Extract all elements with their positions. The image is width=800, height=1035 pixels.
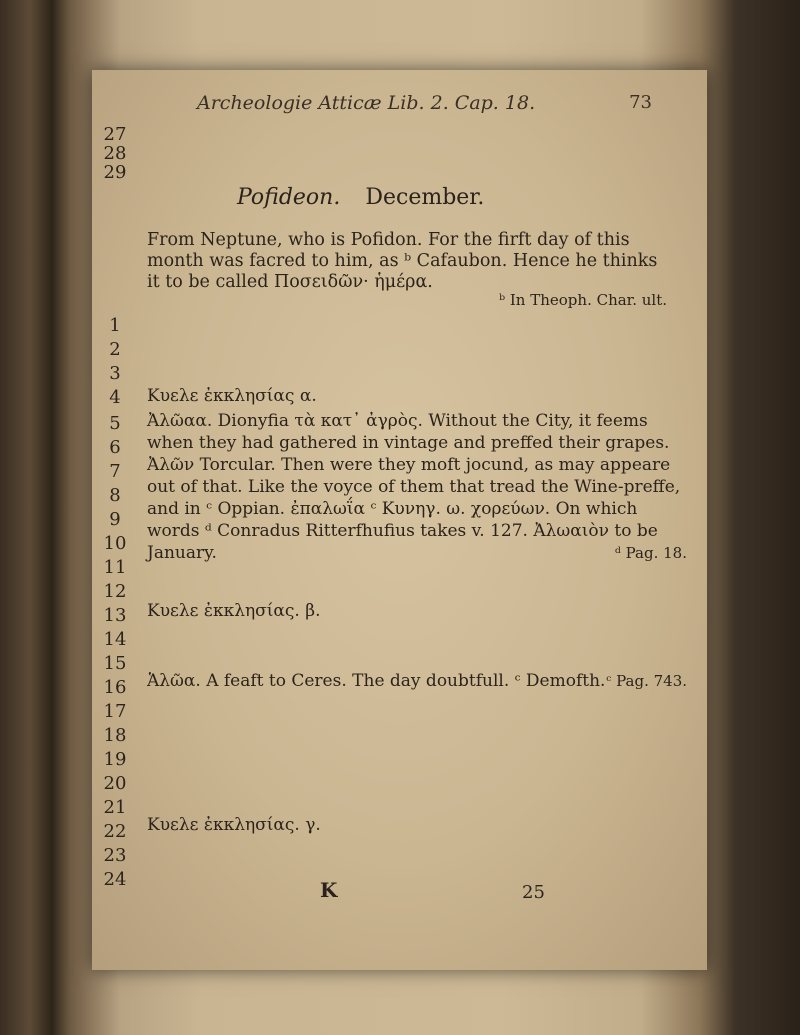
day-number: 16 [103,677,127,698]
day-number: 8 [109,485,121,506]
day-number: 15 [103,653,127,674]
entry-text: Ἁλῶα. A feaft to Ceres. The day doubtfull. ᶜ Demofth. [147,671,606,691]
day-number: 23 [103,845,127,866]
day-number: 12 [103,581,127,602]
day-number: 4 [109,387,121,408]
entry-text: Κυελε ἐκκλησίας α. [147,386,317,406]
day-number: 2 [109,339,121,360]
day-number: 7 [109,461,121,482]
month-english-name: December. [365,185,485,210]
entry-text: Κυελε ἐκκλησίας. γ. [147,815,321,835]
day-number: 6 [109,437,121,458]
day-number: 5 [109,413,121,434]
day-number: 1 [109,315,121,336]
intro-margin-note: ᵇ In Theoph. Char. ult. [499,291,667,309]
day-number: 24 [103,869,127,890]
day-number: 21 [103,797,127,818]
day-number: 18 [103,725,127,746]
day-number: 22 [103,821,127,842]
signature-mark: K [320,878,338,902]
catchword: 25 [522,882,545,903]
calendar-entry-23 [147,814,687,836]
day-number: 13 [103,605,127,626]
day-number: 11 [103,557,127,578]
day-number: 19 [103,749,127,770]
page-number: 73 [629,92,652,113]
day-number: 3 [109,363,121,384]
entry-text: Κυελε ἐκκλησίας. β. [147,601,321,621]
entry-margin-note: ᶜ Pag. 743. [606,672,687,690]
month-heading [237,185,597,210]
calendar-entry-4 [147,385,687,407]
running-title: Archeologie Atticæ Lib. 2. Cap. 18. [197,92,536,114]
month-greek-name: Pofideon. [237,185,341,210]
day-number: 20 [103,773,127,794]
margin-day: 27 [103,124,127,145]
day-number: 14 [103,629,127,650]
entry-margin-note: ᵈ Pag. 18. [614,544,687,562]
intro-text: From Neptune, who is Pofidon. For the firft day of this month was facred to him, as ᵇ Cafaubon. Hence he thinks it to be called Ποσειδῶν· ἡμέρα. [147,230,658,292]
day-number: 17 [103,701,127,722]
margin-day: 28 [103,143,127,164]
day-number: 10 [103,533,127,554]
calendar-entry-5 [147,410,687,564]
entry-text: Ἀλῶαα. Dionyfia τὰ κατ᾿ ἀγρὸς. Without the City, it feems when they had gathered in vintage and preffed their grapes. Ἀλῶν Torcular. Then were they moft jocund, as may appeare out of that. Like the voyce of them that tread the Wine-preffe, and in ᶜ Oppian. ἐπαλωΐα ᶜ Κυνηγ. ω. χορεύων. On which words ᵈ Conradus Ritterfhufius takes v. 127. Ἀλωαιὸν to be January. [147,411,681,563]
book-page [92,70,707,970]
calendar-entry-16 [147,670,687,692]
calendar-entry-13 [147,600,687,622]
day-number: 9 [109,509,121,530]
margin-day: 29 [103,162,127,183]
month-introduction [147,230,667,311]
